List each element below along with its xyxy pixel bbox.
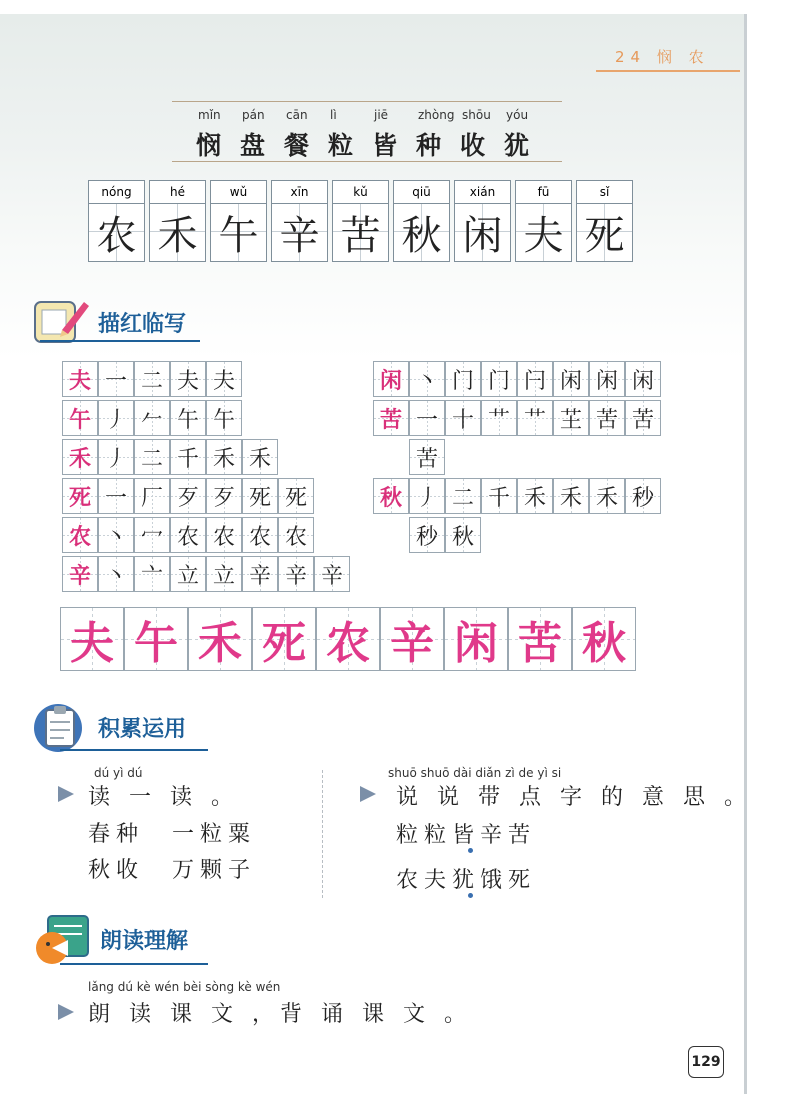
vocab-character: 皆 (372, 131, 398, 160)
stroke-head-character: 夫 (62, 361, 98, 397)
stroke-step: 十 (445, 400, 481, 436)
stroke-step: 丶 (409, 361, 445, 397)
stroke-step: 冖 (134, 517, 170, 553)
arrow-icon (58, 1004, 74, 1020)
trace-character: 苦 (508, 607, 572, 671)
activity1-title: 读 一 读 。 (88, 785, 239, 810)
stroke-step: 农 (170, 517, 206, 553)
stroke-step: 二 (445, 478, 481, 514)
stroke-step: 午 (170, 400, 206, 436)
trace-character: 闲 (444, 607, 508, 671)
stroke-step: 苦 (409, 439, 445, 475)
activity2-line-2: 农夫犹饿死 (396, 868, 537, 893)
section-title-accumulate: 积累运用 (98, 716, 187, 742)
stroke-step: 苦 (589, 400, 625, 436)
character-pinyin: xián (454, 180, 511, 203)
stroke-head-character: 苦 (373, 400, 409, 436)
section-accumulate (32, 700, 186, 754)
stroke-step: 秋 (445, 517, 481, 553)
character-card (332, 180, 389, 262)
activity2-pinyin: shuō shuō dài diǎn zì de yì si (388, 766, 562, 780)
stroke-step: 门 (445, 361, 481, 397)
character-box: 午 (210, 203, 267, 262)
activity3-title: 朗 读 课 文 ，背 诵 课 文 。 (88, 1002, 472, 1027)
stroke-step: 𠂉 (134, 400, 170, 436)
character-box: 农 (88, 203, 145, 262)
character-pinyin: wǔ (210, 180, 267, 203)
vocab-character: 犹 (504, 131, 530, 160)
stroke-step: 夫 (170, 361, 206, 397)
vocab-bottom-rule (172, 161, 562, 162)
stroke-step: 辛 (314, 556, 350, 592)
character-pinyin: nóng (88, 180, 145, 203)
lesson-header: 24 悯 农 (615, 48, 710, 66)
stroke-step: 丶 (98, 556, 134, 592)
stroke-step: 禾 (553, 478, 589, 514)
character-pinyin: fū (515, 180, 572, 203)
character-pinyin: qiū (393, 180, 450, 203)
stroke-step: 午 (206, 400, 242, 436)
stroke-step: 丿 (98, 400, 134, 436)
character-box: 闲 (454, 203, 511, 262)
activity2-line-1: 粒粒皆辛苦 (396, 823, 537, 848)
character-card (576, 180, 633, 262)
stroke-head-character: 秋 (373, 478, 409, 514)
stroke-step: 闲 (553, 361, 589, 397)
page-edge (744, 14, 747, 1094)
stroke-step: 闩 (517, 361, 553, 397)
vocab-character: 悯 (196, 131, 222, 160)
character-box: 苦 (332, 203, 389, 262)
activity1-line-2: 秋收 万颗子 (88, 858, 257, 883)
stroke-step: 二 (134, 439, 170, 475)
section-reading-underline (60, 963, 208, 965)
stroke-step: 秒 (625, 478, 661, 514)
vocab-pinyin: zhòng (418, 108, 455, 122)
vocab-pinyin: cān (286, 108, 308, 122)
vocab-pinyin: yóu (506, 108, 529, 122)
emphasis-dot (468, 848, 473, 853)
section-reading (32, 912, 188, 966)
trace-character: 农 (316, 607, 380, 671)
stroke-step: 闲 (589, 361, 625, 397)
stroke-step: 农 (206, 517, 242, 553)
character-card (393, 180, 450, 262)
stroke-step: 丿 (409, 478, 445, 514)
stroke-head-character: 农 (62, 517, 98, 553)
stroke-step: 秒 (409, 517, 445, 553)
stroke-step: 禾 (206, 439, 242, 475)
reading-book-icon (32, 912, 92, 966)
arrow-icon (58, 786, 74, 802)
character-box: 禾 (149, 203, 206, 262)
character-box: 死 (576, 203, 633, 262)
emphasis-dot (468, 893, 473, 898)
vocab-pinyin: shōu (462, 108, 491, 122)
stroke-step: 二 (134, 361, 170, 397)
stroke-step: 千 (170, 439, 206, 475)
stroke-step: 亠 (134, 556, 170, 592)
stroke-head-character: 辛 (62, 556, 98, 592)
stroke-step: 农 (242, 517, 278, 553)
stroke-step: 立 (206, 556, 242, 592)
stroke-step: 禾 (589, 478, 625, 514)
stroke-step: 丿 (98, 439, 134, 475)
stroke-step: 一 (98, 478, 134, 514)
character-card (271, 180, 328, 262)
header-underline (596, 70, 740, 72)
stroke-step: 禾 (517, 478, 553, 514)
stroke-step: 厂 (134, 478, 170, 514)
vocab-character: 餐 (284, 131, 310, 160)
vocab-top-rule (172, 101, 562, 102)
vocab-character: 种 (416, 131, 442, 160)
stroke-step: 一 (98, 361, 134, 397)
stroke-step: 夫 (206, 361, 242, 397)
stroke-step: 艹 (481, 400, 517, 436)
activity3-pinyin: lǎng dú kè wén bèi sòng kè wén (88, 980, 281, 994)
arrow-icon (360, 786, 376, 802)
activity1-pinyin: dú yì dú (94, 766, 143, 780)
stroke-head-character: 死 (62, 478, 98, 514)
stroke-step: 歹 (206, 478, 242, 514)
character-pinyin: xīn (271, 180, 328, 203)
activity1-line-1: 春种 一粒粟 (88, 822, 257, 847)
vocab-pinyin: mǐn (198, 108, 221, 122)
trace-character: 午 (124, 607, 188, 671)
stroke-step: 农 (278, 517, 314, 553)
trace-character: 夫 (60, 607, 124, 671)
stroke-step: 芏 (553, 400, 589, 436)
stroke-step: 禾 (242, 439, 278, 475)
character-pinyin: sǐ (576, 180, 633, 203)
clipboard-icon (32, 700, 90, 754)
vocab-character: 盘 (240, 131, 266, 160)
character-box: 夫 (515, 203, 572, 262)
character-card (149, 180, 206, 262)
vocab-pinyin: pán (242, 108, 265, 122)
page-number: 129 (688, 1046, 724, 1078)
stroke-step: 辛 (242, 556, 278, 592)
stroke-step: 歹 (170, 478, 206, 514)
stroke-step: 辛 (278, 556, 314, 592)
stroke-step: 立 (170, 556, 206, 592)
stroke-step: 死 (242, 478, 278, 514)
trace-character: 辛 (380, 607, 444, 671)
stroke-step: 丶 (98, 517, 134, 553)
stroke-step: 苦 (625, 400, 661, 436)
stroke-head-character: 闲 (373, 361, 409, 397)
stroke-head-character: 禾 (62, 439, 98, 475)
activity2-title: 说 说 带 点 字 的 意 思 。 (396, 785, 752, 810)
character-pinyin: kǔ (332, 180, 389, 203)
section-title-trace: 描红临写 (98, 311, 187, 337)
character-pinyin: hé (149, 180, 206, 203)
vocab-character: 收 (460, 131, 486, 160)
vocab-pinyin: lì (330, 108, 337, 122)
stroke-step: 死 (278, 478, 314, 514)
character-box: 辛 (271, 203, 328, 262)
vocab-pinyin: jiē (374, 108, 389, 122)
section-title-reading: 朗读理解 (100, 928, 189, 954)
stroke-step: 千 (481, 478, 517, 514)
stroke-step: 门 (481, 361, 517, 397)
stroke-step: 闲 (625, 361, 661, 397)
trace-character: 禾 (188, 607, 252, 671)
character-card (210, 180, 267, 262)
stroke-step: 艹 (517, 400, 553, 436)
trace-character: 死 (252, 607, 316, 671)
character-card (454, 180, 511, 262)
character-card (515, 180, 572, 262)
stroke-step: 一 (409, 400, 445, 436)
stroke-head-character: 午 (62, 400, 98, 436)
vocab-character: 粒 (328, 131, 354, 160)
character-box: 秋 (393, 203, 450, 262)
trace-character: 秋 (572, 607, 636, 671)
section-trace-underline (40, 340, 200, 342)
section-accumulate-underline (60, 749, 208, 751)
column-divider (322, 770, 323, 898)
character-card (88, 180, 145, 262)
